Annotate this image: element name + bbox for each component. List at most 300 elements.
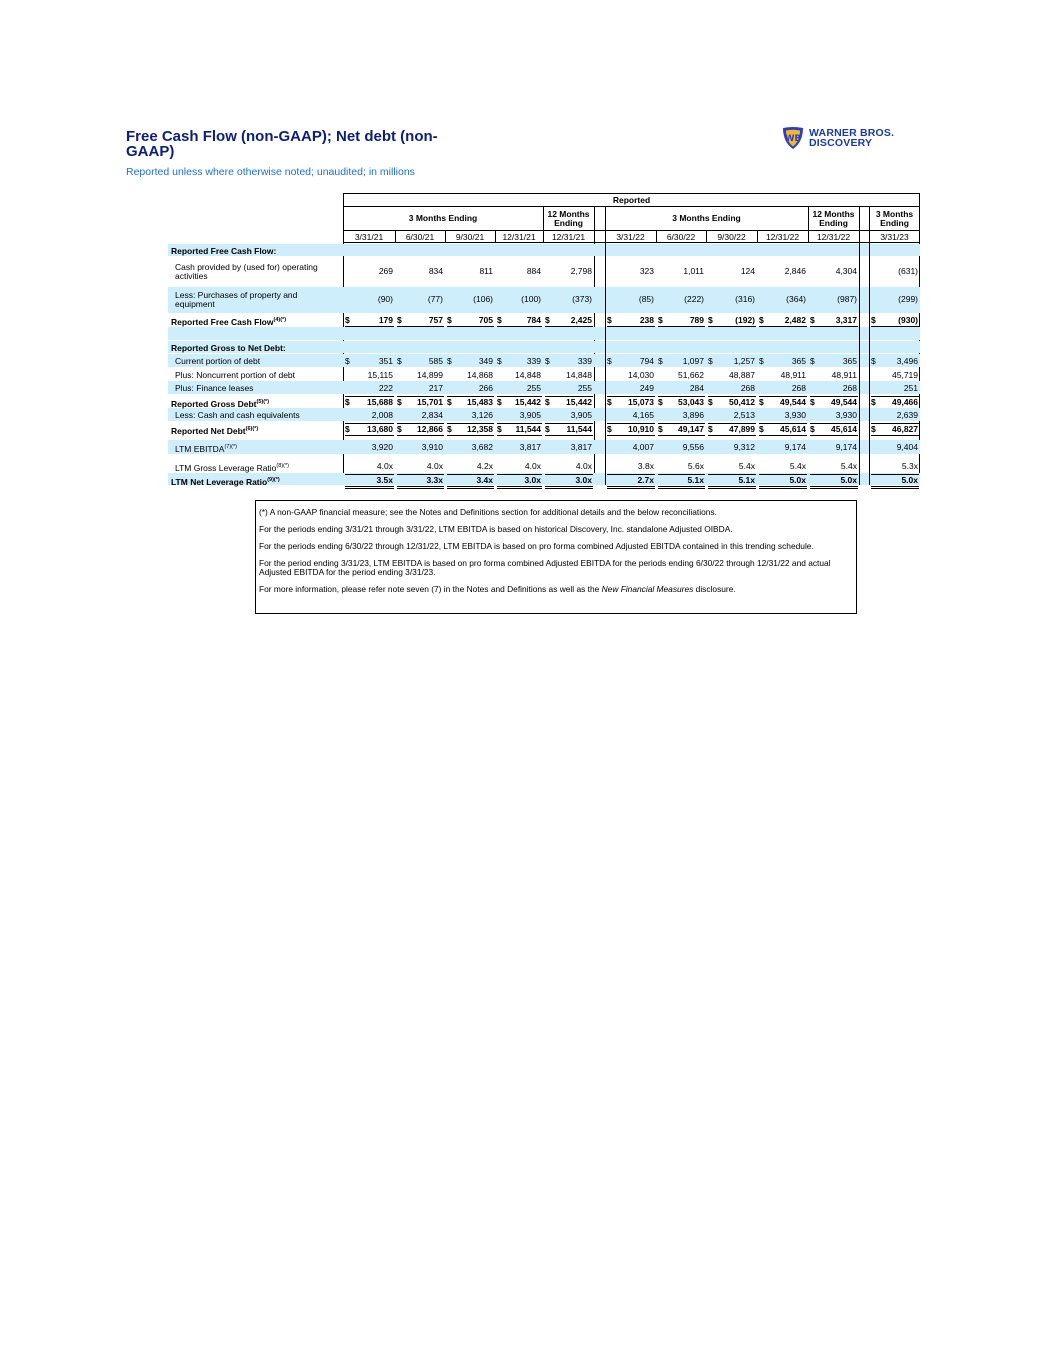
footnote-marker: (6)(*)	[245, 426, 259, 432]
row-band	[343, 327, 595, 340]
cell-noncurrent_debt: 14,899	[417, 370, 443, 380]
currency-symbol: $	[607, 424, 612, 434]
row-band	[595, 473, 605, 485]
footnote-marker: (5)(*)	[256, 399, 270, 405]
currency-symbol: $	[545, 397, 550, 407]
cell-cash: 2,513	[733, 410, 755, 420]
cell-net_leverage: 3.0x	[575, 475, 592, 485]
cell-fcf: 238	[639, 315, 654, 325]
cell-net_leverage: 5.0x	[789, 475, 806, 485]
total-rule	[658, 326, 705, 327]
cell-fcf: 705	[478, 315, 493, 325]
cell-gross_debt: 49,544	[831, 397, 857, 407]
total-rule	[397, 423, 444, 424]
total-rule	[871, 486, 919, 487]
cell-net_leverage: 3.3x	[426, 475, 443, 485]
warner-bros-discovery-logo	[781, 126, 911, 152]
cell-finance_leases: 268	[791, 383, 806, 393]
total-rule	[345, 474, 394, 475]
currency-symbol: $	[497, 356, 502, 366]
cell-net_leverage: 2.7x	[637, 475, 654, 485]
cell-fcf: 2,425	[570, 315, 592, 325]
cell-ltm_ebitda: 9,404	[896, 442, 918, 452]
currency-symbol: $	[871, 424, 876, 434]
cell-cash: 3,126	[471, 410, 493, 420]
row-label-net_leverage	[171, 476, 280, 487]
currency-symbol: $	[447, 315, 452, 325]
period-header: 12/31/21	[502, 232, 536, 242]
row-band	[595, 381, 605, 394]
cell-cash: 2,639	[896, 410, 918, 420]
total-rule	[658, 474, 705, 475]
total-rule	[545, 488, 593, 489]
cell-current_debt: 3,496	[896, 356, 918, 366]
row-band	[168, 327, 343, 340]
total-rule	[810, 396, 858, 397]
total-rule	[497, 474, 542, 475]
total-rule	[497, 488, 542, 489]
total-rule	[658, 486, 705, 487]
section-header-debt_header: Reported Gross to Net Debt:	[171, 343, 286, 353]
cell-capex: (85)	[638, 294, 654, 304]
cell-current_debt: 365	[842, 356, 857, 366]
total-rule	[871, 435, 919, 436]
cell-cash: 3,930	[784, 410, 806, 420]
cell-ltm_ebitda: 3,920	[371, 442, 393, 452]
row-band	[860, 244, 869, 256]
note-5: For more information, please refer note seven (7) in the Notes and Definitions as well as the New Financial Measures disclosure.	[259, 584, 736, 594]
cell-net_debt: 11,544	[566, 424, 592, 434]
cell-finance_leases: 284	[689, 383, 704, 393]
logo-line-2: DISCOVERY	[809, 137, 873, 149]
total-rule	[658, 396, 705, 397]
cell-gross_leverage: 4.0x	[426, 461, 443, 471]
three-months-ending-header: 3 Months Ending	[875, 209, 914, 228]
cell-capex: (373)	[572, 294, 592, 304]
total-rule	[397, 486, 444, 487]
row-band	[860, 408, 869, 421]
currency-symbol: $	[545, 315, 550, 325]
cell-cfo: 811	[479, 266, 493, 276]
currency-symbol: $	[759, 356, 764, 366]
total-rule	[708, 326, 756, 327]
total-rule	[345, 486, 394, 487]
row-band	[595, 408, 605, 421]
cell-net_debt: 12,866	[417, 424, 443, 434]
total-rule	[345, 326, 394, 327]
currency-symbol: $	[607, 315, 612, 325]
total-rule	[397, 396, 444, 397]
row-label-text: Reported Gross Debt	[171, 398, 257, 409]
total-rule	[658, 488, 705, 489]
cell-fcf: 2,482	[784, 315, 806, 325]
cell-cash: 4,165	[632, 410, 654, 420]
header-rule	[343, 230, 920, 231]
cell-cash: 3,905	[519, 410, 541, 420]
currency-symbol: $	[345, 397, 350, 407]
cell-gross_leverage: 5.3x	[901, 461, 918, 471]
currency-symbol: $	[497, 315, 502, 325]
cell-net_debt: 47,899	[729, 424, 755, 434]
row-label-text: Reported Free Cash Flow	[171, 316, 274, 327]
cell-net_debt: 46,827	[892, 424, 918, 434]
total-rule	[607, 423, 655, 424]
cell-gross_debt: 15,442	[566, 397, 592, 407]
cell-noncurrent_debt: 48,887	[729, 370, 755, 380]
cell-net_leverage: 3.4x	[476, 475, 493, 485]
period-header: 9/30/22	[717, 232, 746, 242]
cell-ltm_ebitda: 4,007	[632, 442, 654, 452]
total-rule	[545, 326, 593, 327]
currency-symbol: $	[345, 356, 350, 366]
currency-symbol: $	[447, 397, 452, 407]
cell-net_debt: 45,614	[831, 424, 857, 434]
cell-current_debt: 349	[478, 356, 493, 366]
total-rule	[497, 486, 542, 487]
cell-capex: (987)	[837, 294, 857, 304]
total-rule	[345, 435, 394, 436]
cell-net_leverage: 3.0x	[524, 475, 541, 485]
section-header-fcf_header: Reported Free Cash Flow:	[171, 246, 277, 256]
currency-symbol: $	[871, 397, 876, 407]
logo-line-1: WARNER BROS.	[809, 127, 895, 139]
cell-fcf: 3,317	[835, 315, 857, 325]
total-rule	[497, 396, 542, 397]
cell-ltm_ebitda: 9,174	[784, 442, 806, 452]
currency-symbol: $	[708, 424, 713, 434]
cell-noncurrent_debt: 51,662	[678, 370, 704, 380]
cell-cash: 2,008	[371, 410, 393, 420]
cell-fcf: 789	[689, 315, 704, 325]
cell-noncurrent_debt: 45,719	[892, 370, 918, 380]
cell-ltm_ebitda: 3,682	[471, 442, 493, 452]
note-2: For the periods ending 3/31/21 through 3/31/22, LTM EBITDA is based on historical Discovery, Inc. standalone Adjusted OIBDA.	[259, 524, 733, 534]
cell-ltm_ebitda: 3,817	[519, 442, 541, 452]
total-rule	[708, 396, 756, 397]
total-rule	[607, 396, 655, 397]
currency-symbol: $	[658, 315, 663, 325]
total-rule	[345, 423, 394, 424]
total-rule	[345, 396, 394, 397]
cell-noncurrent_debt: 15,115	[367, 370, 393, 380]
cell-gross_debt: 15,688	[367, 397, 393, 407]
cell-net_leverage: 3.5x	[376, 475, 393, 485]
cell-net_leverage: 5.1x	[738, 475, 755, 485]
currency-symbol: $	[607, 397, 612, 407]
currency-symbol: $	[345, 315, 350, 325]
cell-capex: (77)	[427, 294, 443, 304]
total-rule	[607, 326, 655, 327]
cell-gross_leverage: 3.8x	[637, 461, 654, 471]
period-header: 3/31/23	[880, 232, 909, 242]
total-rule	[759, 474, 807, 475]
row-label-gross_debt	[171, 398, 269, 409]
note-3: For the periods ending 6/30/22 through 12/31/22, LTM EBITDA is based on pro forma combined Adjusted EBITDA contained in this trending schedule.	[259, 541, 814, 551]
currency-symbol: $	[658, 356, 663, 366]
cell-capex: (222)	[684, 294, 704, 304]
total-rule	[810, 486, 858, 487]
total-rule	[447, 474, 494, 475]
cell-capex: (100)	[521, 294, 541, 304]
cell-gross_debt: 53,043	[678, 397, 704, 407]
total-rule	[447, 326, 494, 327]
total-rule	[759, 486, 807, 487]
twelve-months-ending-header: 12 Months Ending	[812, 209, 855, 228]
cell-gross_debt: 49,544	[780, 397, 806, 407]
total-rule	[447, 396, 494, 397]
currency-symbol: $	[497, 397, 502, 407]
total-rule	[759, 396, 807, 397]
cell-cfo: 124	[740, 266, 755, 276]
logo-mark: WB	[785, 134, 801, 144]
cell-gross_leverage: 4.0x	[376, 461, 393, 471]
cell-ltm_ebitda: 9,312	[733, 442, 755, 452]
cell-gross_leverage: 4.2x	[476, 461, 493, 471]
row-band	[870, 327, 920, 340]
cell-net_debt: 45,614	[780, 424, 806, 434]
row-label-ltm_ebitda	[175, 443, 237, 454]
total-rule	[607, 486, 655, 487]
total-rule	[871, 396, 919, 397]
currency-symbol: $	[759, 397, 764, 407]
total-rule	[447, 486, 494, 487]
row-band	[595, 341, 605, 353]
cell-current_debt: 794	[639, 356, 654, 366]
currency-symbol: $	[810, 397, 815, 407]
row-label-cash: Less: Cash and cash equivalents	[175, 410, 300, 420]
currency-symbol: $	[708, 356, 713, 366]
cell-current_debt: 585	[428, 356, 443, 366]
row-band	[870, 341, 920, 353]
cell-capex: (364)	[786, 294, 806, 304]
currency-symbol: $	[871, 356, 876, 366]
cell-current_debt: 351	[378, 356, 393, 366]
total-rule	[759, 488, 807, 489]
three-months-ending-header: 3 Months Ending	[408, 213, 478, 223]
total-rule	[545, 474, 593, 475]
total-rule	[810, 326, 858, 327]
total-rule	[447, 435, 494, 436]
cell-current_debt: 1,257	[733, 356, 755, 366]
cell-current_debt: 365	[791, 356, 806, 366]
cell-net_leverage: 5.1x	[687, 475, 704, 485]
total-rule	[607, 435, 655, 436]
total-rule	[607, 488, 655, 489]
twelve-months-ending-header: 12 Months Ending	[547, 209, 590, 228]
total-rule	[345, 488, 394, 489]
row-label-text: LTM Gross Leverage Ratio	[175, 462, 277, 473]
currency-symbol: $	[447, 424, 452, 434]
cell-net_leverage: 5.0x	[901, 475, 918, 485]
cell-current_debt: 339	[526, 356, 541, 366]
cell-gross_leverage: 5.6x	[687, 461, 704, 471]
cell-noncurrent_debt: 14,848	[566, 370, 592, 380]
cell-net_debt: 49,147	[678, 424, 704, 434]
currency-symbol: $	[397, 356, 402, 366]
row-band	[606, 341, 859, 353]
cell-current_debt: 339	[577, 356, 592, 366]
cell-finance_leases: 255	[577, 383, 592, 393]
total-rule	[871, 488, 919, 489]
notes-box	[255, 500, 857, 614]
cell-ltm_ebitda: 9,174	[835, 442, 857, 452]
cell-net_debt: 12,358	[467, 424, 493, 434]
note-1: (*) A non-GAAP financial measure; see the Notes and Definitions section for additional details and the below reconciliations.	[259, 507, 717, 517]
total-rule	[497, 423, 542, 424]
period-header: 9/30/21	[455, 232, 485, 242]
row-label-fcf	[171, 316, 286, 327]
cell-gross_debt: 15,483	[467, 397, 493, 407]
cell-ltm_ebitda: 3,910	[421, 442, 443, 452]
currency-symbol: $	[810, 315, 815, 325]
cell-fcf: (192)	[735, 315, 755, 325]
wb-shield-icon	[781, 126, 805, 150]
row-label-text: LTM Net Leverage Ratio	[171, 476, 268, 487]
total-rule	[607, 474, 655, 475]
currency-symbol: $	[759, 315, 764, 325]
total-rule	[708, 488, 756, 489]
period-header: 12/31/22	[765, 232, 800, 242]
cell-gross_debt: 15,073	[628, 397, 654, 407]
row-label-gross_leverage	[175, 462, 289, 473]
total-rule	[810, 474, 858, 475]
total-rule	[759, 326, 807, 327]
period-header: 6/30/21	[405, 232, 435, 242]
period-header: 6/30/22	[666, 232, 696, 242]
cell-net_debt: 11,544	[515, 424, 541, 434]
total-rule	[810, 488, 858, 489]
page-subtitle: Reported unless where otherwise noted; unaudited; in millions	[126, 166, 415, 178]
total-rule	[810, 435, 858, 436]
note-4: For the period ending 3/31/23, LTM EBITDA is based on pro forma combined Adjusted EBITDA for the periods ending 6/30/22 through 12/31/22 and actual Adjusted EBITDA for the period ending 3/31/23.	[259, 558, 831, 577]
cell-gross_leverage: 5.4x	[738, 461, 755, 471]
currency-symbol: $	[345, 424, 350, 434]
header-top-border	[343, 193, 920, 194]
header-rule	[343, 206, 920, 207]
period-header: 12/31/21	[551, 232, 586, 242]
total-rule	[658, 435, 705, 436]
currency-symbol: $	[810, 424, 815, 434]
currency-symbol: $	[708, 397, 713, 407]
currency-symbol: $	[871, 315, 876, 325]
cell-cfo: 323	[639, 266, 654, 276]
row-label-noncurrent_debt: Plus: Noncurrent portion of debt	[175, 370, 296, 380]
cell-finance_leases: 222	[378, 383, 393, 393]
page-title: Free Cash Flow (non-GAAP); Net debt (non-GAAP)	[126, 128, 438, 160]
currency-symbol: $	[397, 424, 402, 434]
cell-noncurrent_debt: 14,868	[467, 370, 493, 380]
row-band	[343, 341, 595, 353]
cell-cfo: 269	[378, 266, 393, 276]
total-rule	[871, 423, 919, 424]
total-rule	[397, 326, 444, 327]
row-band	[595, 354, 605, 367]
total-rule	[759, 435, 807, 436]
total-rule	[871, 326, 919, 327]
row-band	[343, 244, 595, 256]
row-label-text: Reported Net Debt	[171, 425, 246, 436]
footnote-marker: (8)(*)	[276, 463, 289, 469]
cell-cfo: 884	[526, 266, 541, 276]
cell-cfo: 2,798	[570, 266, 592, 276]
cell-gross_leverage: 4.0x	[575, 461, 592, 471]
total-rule	[447, 488, 494, 489]
currency-symbol: $	[658, 397, 663, 407]
total-rule	[447, 423, 494, 424]
cell-finance_leases: 217	[428, 383, 443, 393]
cell-gross_debt: 15,442	[515, 397, 541, 407]
currency-symbol: $	[497, 424, 502, 434]
cell-finance_leases: 249	[639, 383, 654, 393]
total-rule	[545, 486, 593, 487]
cell-gross_leverage: 5.4x	[840, 461, 857, 471]
row-band	[860, 354, 869, 367]
cell-finance_leases: 251	[903, 383, 918, 393]
cell-noncurrent_debt: 14,848	[515, 370, 541, 380]
total-rule	[397, 435, 444, 436]
cell-current_debt: 1,097	[682, 356, 704, 366]
cell-finance_leases: 255	[526, 383, 541, 393]
row-band	[870, 244, 920, 256]
currency-symbol: $	[810, 356, 815, 366]
cell-cfo: 2,846	[784, 266, 806, 276]
row-band	[860, 341, 869, 353]
row-band	[595, 287, 605, 313]
cell-gross_leverage: 5.4x	[789, 461, 806, 471]
row-band	[606, 244, 859, 256]
currency-symbol: $	[759, 424, 764, 434]
total-rule	[497, 435, 542, 436]
cell-capex: (316)	[735, 294, 755, 304]
total-rule	[759, 423, 807, 424]
cell-capex: (299)	[898, 294, 918, 304]
currency-symbol: $	[607, 356, 612, 366]
cell-finance_leases: 266	[478, 383, 493, 393]
cell-cfo: 834	[428, 266, 443, 276]
cell-gross_leverage: 4.0x	[524, 461, 541, 471]
currency-symbol: $	[545, 424, 550, 434]
cell-gross_debt: 15,701	[417, 397, 443, 407]
cell-net_leverage: 5.0x	[840, 475, 857, 485]
cell-noncurrent_debt: 48,911	[780, 370, 806, 380]
period-header: 3/31/22	[616, 232, 645, 242]
row-label-current_debt: Current portion of debt	[175, 356, 261, 366]
footnote-marker: (4)(*)	[273, 317, 287, 323]
cell-noncurrent_debt: 14,030	[628, 370, 654, 380]
row-label-capex: Less: Purchases of property and equipment	[175, 290, 298, 309]
cell-capex: (90)	[377, 294, 393, 304]
cell-capex: (106)	[473, 294, 493, 304]
total-rule	[545, 396, 593, 397]
total-rule	[708, 435, 756, 436]
period-header: 12/31/22	[816, 232, 851, 242]
cell-finance_leases: 268	[842, 383, 857, 393]
row-band	[860, 287, 869, 313]
header-rule	[343, 242, 920, 243]
cell-ltm_ebitda: 3,817	[570, 442, 592, 452]
cell-gross_debt: 50,412	[729, 397, 755, 407]
currency-symbol: $	[708, 315, 713, 325]
row-band	[860, 473, 869, 485]
currency-symbol: $	[658, 424, 663, 434]
cell-noncurrent_debt: 48,911	[831, 370, 857, 380]
cell-finance_leases: 268	[740, 383, 755, 393]
total-rule	[397, 488, 444, 489]
currency-symbol: $	[545, 356, 550, 366]
row-band	[606, 327, 859, 340]
total-rule	[658, 423, 705, 424]
cell-cfo: 1,011	[683, 266, 704, 276]
